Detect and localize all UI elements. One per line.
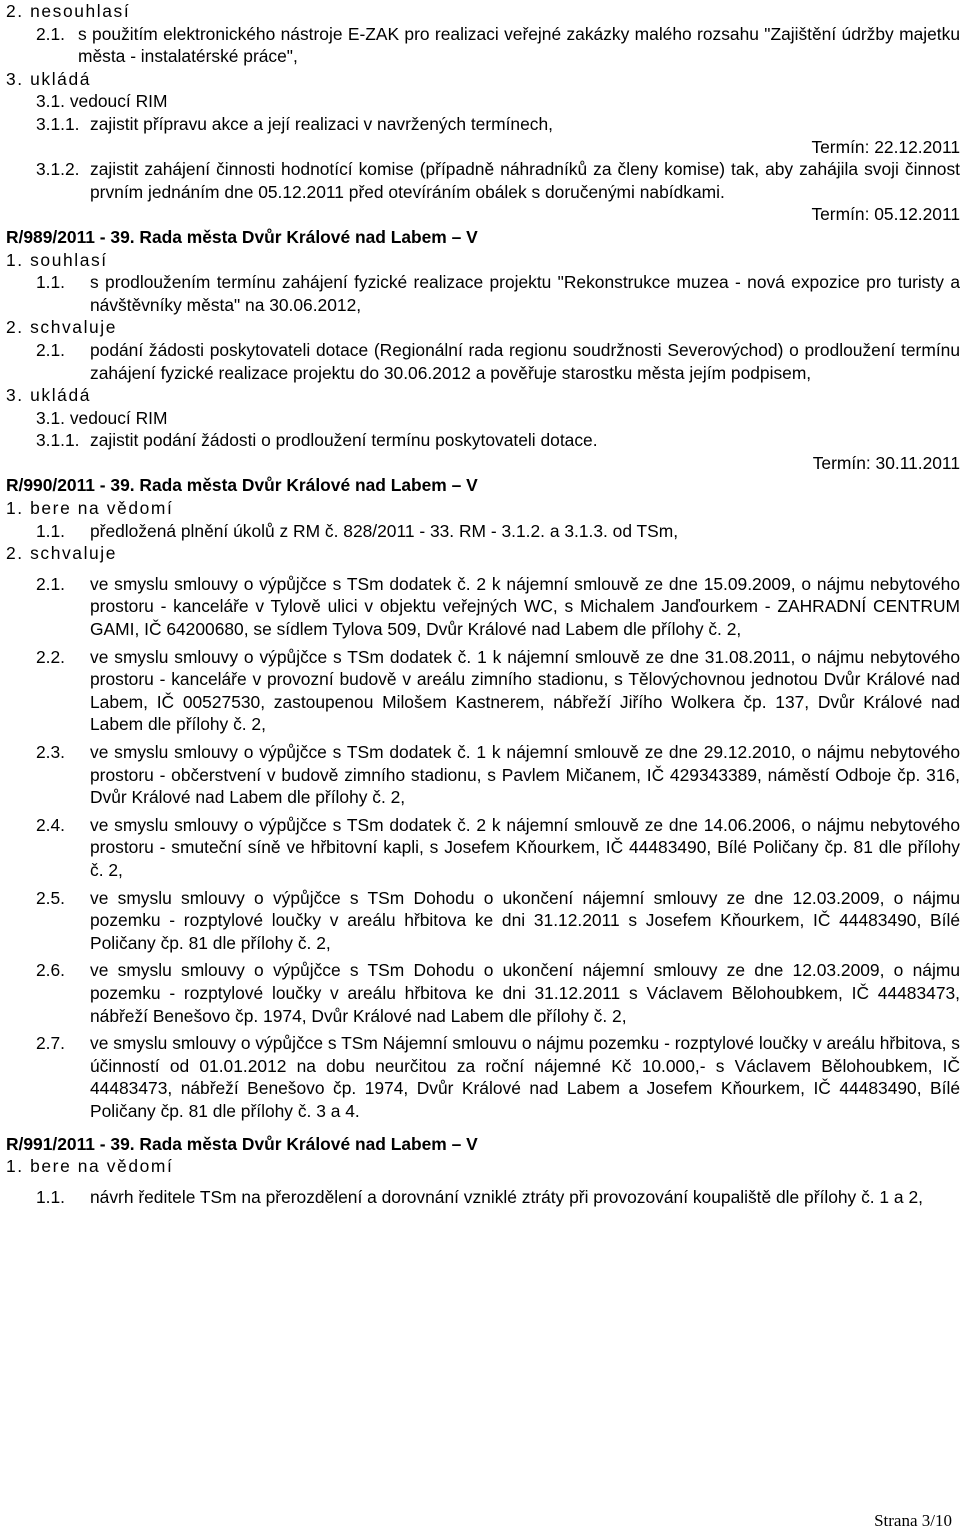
item-number: 2.4. <box>36 814 66 835</box>
page-content <box>6 0 960 1533</box>
list-item <box>36 741 960 809</box>
item-text: podání žádosti poskytovateli dotace (Regionální rada regionu soudržnosti Severovýchod) o prodloužení termínu zahájení fyzické realizace projektu do 30.06.2012 a pověřuje starostku města jejím podpisem, <box>90 339 960 383</box>
item-number: 2.1. <box>36 339 66 360</box>
item-text: ve smyslu smlouvy o výpůjčce s TSm Nájemní smlouvu o nájmu pozemku - rozptylové loučky v areálu hřbitova, s účinností od 01.01.2012 na dobu neurčitou za roční nájemné Kč 10.000,- s Václavem Bělohoubkem, IČ 44483473, nábřeží Benešovo čp. 1974, Dvůr Králové nad Labem a Josefem Kňourkem, IČ 44483490, Bílé Poličany čp. 81 dle přílohy č. 3 a 4. <box>90 1033 960 1121</box>
section-heading: 1. bere na vědomí <box>6 498 174 519</box>
item-text: předložená plnění úkolů z RM č. 828/2011 - 33. RM - 3.1.2. a 3.1.3. od TSm, <box>90 520 679 541</box>
item-number: 2.2. <box>36 646 66 667</box>
page-number: Strana 3/10 <box>874 1511 952 1530</box>
list-item <box>36 646 960 736</box>
item-text: ve smyslu smlouvy o výpůjčce s TSm Dohodu o ukončení nájemní smlouvy ze dne 12.03.2009, o nájmu pozemku - rozptylové loučky v areálu hřbitova ke dni 31.12.2011 s Václavem Bělohoubkem, IČ 44483473, nábřeží Benešovo čp. 1974, Dvůr Králové nad Labem dle přílohy č. 2, <box>90 960 960 1026</box>
item-number: 2.1. <box>36 573 66 594</box>
section-heading: 1. souhlasí <box>6 249 108 270</box>
list-item <box>36 23 960 68</box>
item-text: ve smyslu smlouvy o výpůjčce s TSm dodatek č. 1 k nájemní smlouvě ze dne 31.08.2011, o nájmu nebytového prostoru - kanceláře v provozní budově v areálu zimního stadionu, s Tělovýchovnou jednotou Dvůr Králové nad Labem, IČ 00527530, zastoupenou Milošem Kastnerem, nábřeží Jiřího Wolkera čp. 137, Dvůr Králové nad Labem dle přílohy č. 2, <box>90 646 960 735</box>
resolution-heading: R/991/2011 - 39. Rada města Dvůr Králové nad Labem – V <box>6 1133 478 1154</box>
item-number: 3.1.1. <box>36 113 80 134</box>
item-text: ve smyslu smlouvy o výpůjčce s TSm dodatek č. 2 k nájemní smlouvě ze dne 14.06.2006, o nájmu nebytového prostoru - smuteční síně ve hřbitovní kapli, s Josefem Kňourkem, IČ 44483490, Bílé Poličany čp. 81 dle přílohy č. 2, <box>90 814 960 880</box>
item-text: zajistit podání žádosti o prodloužení termínu poskytovateli dotace. <box>90 430 598 451</box>
item-number: 2.3. <box>36 742 66 762</box>
item-text: zajistit přípravu akce a její realizaci v navržených termínech, <box>90 113 553 134</box>
deadline: Termín: 05.12.2011 <box>811 204 960 225</box>
list-item <box>36 520 960 543</box>
section-heading: 2. schvaluje <box>6 543 118 564</box>
item-number: 2.5. <box>36 887 66 908</box>
list-item <box>36 814 960 882</box>
item-number: 2.1. <box>36 23 66 44</box>
list-item <box>36 1186 960 1209</box>
item-number: 1.1. <box>36 1186 66 1207</box>
section-heading: 2. nesouhlasí <box>6 1 131 21</box>
item-text: zajistit zahájení činnosti hodnotící komise (případně náhradníků za členy komise) tak, aby zahájila svoji činnost prvním jednáním dne 05.12.2011 před otevíráním obálek s doručenými nabídkami. <box>90 159 960 202</box>
list-item <box>36 158 960 203</box>
item-text: s použitím elektronického nástroje E-ZAK pro realizaci veřejné zakázky malého rozsahu "Zajištění údržby majetku města - instalatérské práce", <box>78 23 960 67</box>
list-item <box>36 271 960 316</box>
item-number: 3.1.1. <box>36 430 80 451</box>
item-number: 3.1.2. <box>36 159 80 180</box>
responsible-person: 3.1. vedoucí RIM <box>36 91 168 112</box>
item-text: ve smyslu smlouvy o výpůjčce s TSm Dohodu o ukončení nájemní smlouvy ze dne 12.03.2009, o nájmu pozemku - rozptylové loučky v areálu hřbitova ke dni 31.12.2011 s Josefem Kňourkem, IČ 44483490, Bílé Poličany čp. 81 dle přílohy č. 2, <box>90 887 960 953</box>
resolution-heading: R/989/2011 - 39. Rada města Dvůr Králové nad Labem – V <box>6 226 478 247</box>
responsible-person: 3.1. vedoucí RIM <box>36 407 168 428</box>
list-item <box>36 429 960 452</box>
section-heading: 3. ukládá <box>6 68 91 89</box>
item-text: s prodloužením termínu zahájení fyzické realizace projektu "Rekonstrukce muzea - nová expozice pro turisty a návštěvníky města" na 30.06.2012, <box>90 272 960 315</box>
list-item <box>36 887 960 955</box>
deadline: Termín: 30.11.2011 <box>812 452 960 473</box>
list-item <box>36 1032 960 1122</box>
item-number: 2.6. <box>36 960 66 981</box>
item-number: 2.7. <box>36 1033 66 1054</box>
item-text: ve smyslu smlouvy o výpůjčce s TSm dodatek č. 2 k nájemní smlouvě ze dne 15.09.2009, o nájmu nebytového prostoru - kanceláře v Tylově ulici v objektu veřejných WC, s Michalem Janďourkem - ZAHRADNÍ CENTRUM GAMI, IČ 64200680, se sídlem Tylova 509, Dvůr Králové nad Labem dle přílohy č. 2, <box>90 573 960 640</box>
item-text: návrh ředitele TSm na přerozdělení a dorovnání vzniklé ztráty při provozování koupaliště dle přílohy č. 1 a 2, <box>90 1186 923 1207</box>
item-number: 1.1. <box>36 272 66 293</box>
item-number: 1.1. <box>36 520 66 541</box>
section-heading: 3. ukládá <box>6 385 91 406</box>
deadline: Termín: 22.12.2011 <box>811 136 960 157</box>
list-item <box>36 573 960 641</box>
list-item <box>36 959 960 1027</box>
section-heading: 1. bere na vědomí <box>6 1156 174 1177</box>
section-heading: 2. schvaluje <box>6 317 118 338</box>
list-item <box>36 339 960 384</box>
item-text: ve smyslu smlouvy o výpůjčce s TSm dodatek č. 1 k nájemní smlouvě ze dne 29.12.2010, o nájmu nebytového prostoru - občerstvení v budově zimního stadionu, s Pavlem Mičanem, IČ 429343389, náměstí Odboje čp. 316, Dvůr Králové nad Labem dle přílohy č. 2, <box>90 742 960 808</box>
list-item <box>36 113 960 136</box>
resolution-heading: R/990/2011 - 39. Rada města Dvůr Králové nad Labem – V <box>6 475 478 496</box>
